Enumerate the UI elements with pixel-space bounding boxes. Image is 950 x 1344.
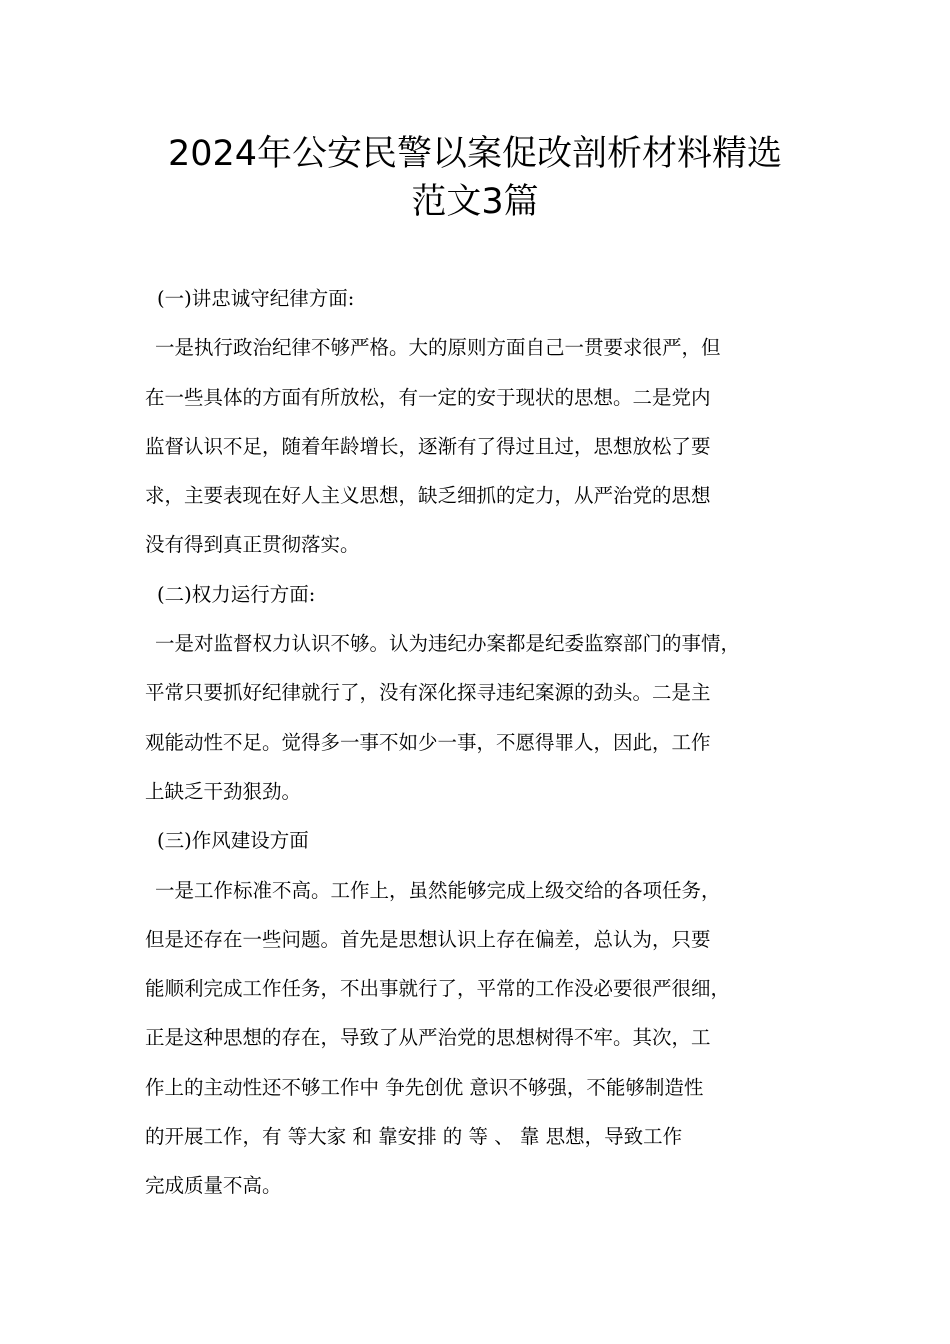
document-title	[120, 130, 830, 226]
paragraph-line: 监督认识不足，随着年龄增长，逐渐有了得过且过，思想放松了要	[145, 434, 711, 458]
paragraph-line: 观能动性不足。觉得多一事不如少一事，不愿得罪人，因此，工作	[145, 730, 711, 754]
title-line-2: 范文3篇	[411, 182, 539, 222]
section-heading-1: (一)讲忠诚守纪律方面:	[157, 287, 355, 310]
section-heading-2: (二)权力运行方面:	[157, 582, 316, 606]
paragraph-line: 但是还存在一些问题。首先是思想认识上存在偏差，总认为，只要	[145, 927, 711, 951]
paragraph-line: 一是对监督权力认识不够。认为违纪办案都是纪委监察部门的事情，	[155, 632, 741, 656]
paragraph-line: 正是这种思想的存在，导致了从严治党的思想树得不牢。其次，工	[145, 1026, 711, 1050]
paragraph-line: 在一些具体的方面有所放松，有一定的安于现状的思想。二是党内	[145, 385, 711, 409]
paragraph-line: 完成质量不高。	[145, 1174, 282, 1198]
paragraph-line: 作上的主动性还不够工作中 争先创优 意识不够强，不能够制造性	[145, 1075, 704, 1099]
section-heading-3: (三)作风建设方面	[157, 829, 309, 853]
paragraph-line: 能顺利完成工作任务，不出事就行了，平常的工作没必要很严很细，	[145, 977, 731, 1001]
paragraph-line: 的开展工作，有 等大家 和 靠安排 的 等 、 靠 思想，导致工作	[145, 1125, 683, 1149]
paragraph-line: 一是工作标准不高。工作上，虽然能够完成上级交给的各项任务，	[155, 878, 721, 902]
paragraph-line: 求，主要表现在好人主义思想，缺乏细抓的定力，从严治党的思想	[145, 484, 711, 508]
paragraph-line: 一是执行政治纪律不够严格。大的原则方面自己一贯要求很严，但	[155, 336, 721, 360]
document-body	[145, 285, 835, 1222]
paragraph-line: 上缺乏干劲狠劲。	[145, 779, 302, 803]
paragraph-line: 没有得到真正贯彻落实。	[145, 533, 360, 557]
title-line-1: 2024年公安民警以案促改剖析材料精选	[167, 134, 783, 174]
paragraph-line: 平常只要抓好纪律就行了，没有深化探寻违纪案源的劲头。二是主	[145, 681, 711, 705]
